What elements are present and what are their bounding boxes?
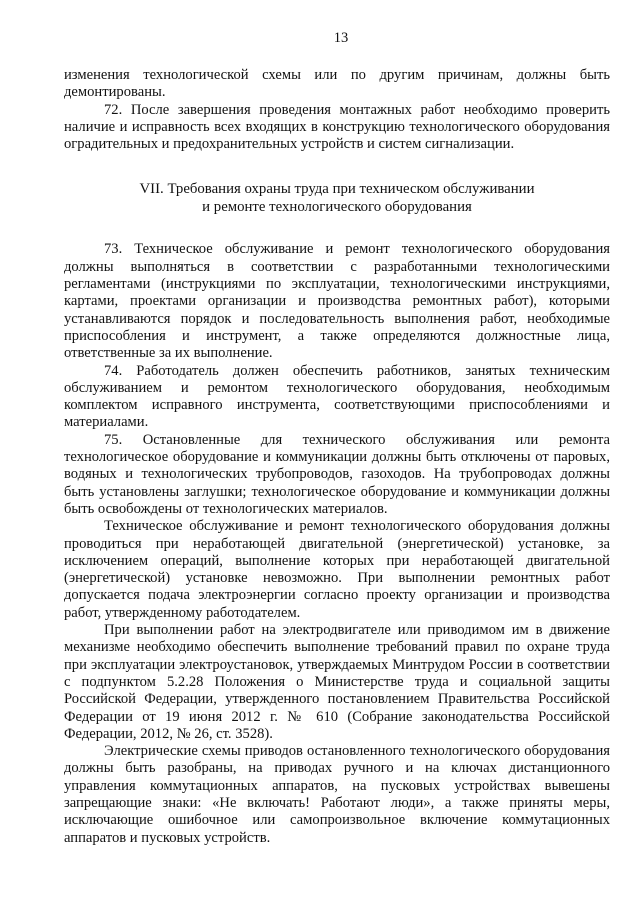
section-heading-line-2: и ремонте технологического оборудования [202, 198, 472, 215]
paragraph-75-electric-motor: При выполнении работ на электродвигателе или приводимом им в движение механизме необходимо обеспечить выполнение требований правил по охране труда при эксплуатации электроустановок, утверждаемых Минтрудом России в соответствии с подпунктом 5.2.28 Положения о Министерстве труда и социальной защиты Российской Федерации, утвержденного постановлением Правительства Российской Федерации от 19 июня 2012 г. № 610 (Собрание законодательства Российской Федерации, 2012, № 26, ст. 3528). [64, 622, 610, 742]
section-heading [64, 181, 610, 216]
paragraph-continuation: изменения технологической схемы или по другим причинам, должны быть демонтированы. [64, 67, 610, 101]
section-heading-line-1: VII. Требования охраны труда при техническом обслуживании [139, 181, 535, 198]
paragraph-72: 72. После завершения проведения монтажных работ необходимо проверить наличие и исправность всех входящих в конструкцию технологического оборудования оградительных и предохранительных устройств и систем сигнализации. [64, 101, 610, 153]
paragraph-75-maintenance: Техническое обслуживание и ремонт технологического оборудования должны проводиться при неработающей двигательной (энергетической) установке, за исключением операций, выполнение которых при неработающей двигательной (энергетической) установке невозможно. При выполнении ремонтных работ допускается подача электроэнергии согласно проекту организации и производства работ, утвержденному работодателем. [64, 518, 610, 621]
page-number: 13 [333, 30, 349, 46]
paragraph-75-electric-schemes: Электрические схемы приводов остановленного технологического оборудования должны быть разобраны, на приводах ручного и на ключах дистанционного управления коммутационных аппаратов, на пусковых устройствах вывешены запрещающие знаки: «Не включать! Работают люди», а также приняты меры, исключающие ошибочное или самопроизвольное включение коммутационных аппаратов и пусковых устройств. [64, 743, 610, 846]
paragraph-73: 73. Техническое обслуживание и ремонт технологического оборудования должны выполняться в соответствии с разработанными технологическими регламентами (инструкциями по эксплуатации, технологическими инструкциями, картами, проектами организации и производства ремонтных работ), которыми устанавливаются порядок и последовательность выполнения работ, необходимые приспособления и инструмент, а также определяются должностные лица, ответственные за их выполнение. [64, 241, 610, 362]
paragraph-75: 75. Остановленные для технического обслуживания или ремонта технологическое оборудование и коммуникации должны быть отключены от паровых, водяных и технологических трубопроводов, газоходов. На трубопроводах должны быть установлены заглушки; технологическое оборудование и коммуникации должны быть освобождены от технологических материалов. [64, 431, 610, 517]
paragraph-74: 74. Работодатель должен обеспечить работников, занятых техническим обслуживанием и ремонтом технологического оборудования, необходимым комплектом исправного инструмента, соответствующими приспособлениями и материалами. [64, 362, 610, 431]
